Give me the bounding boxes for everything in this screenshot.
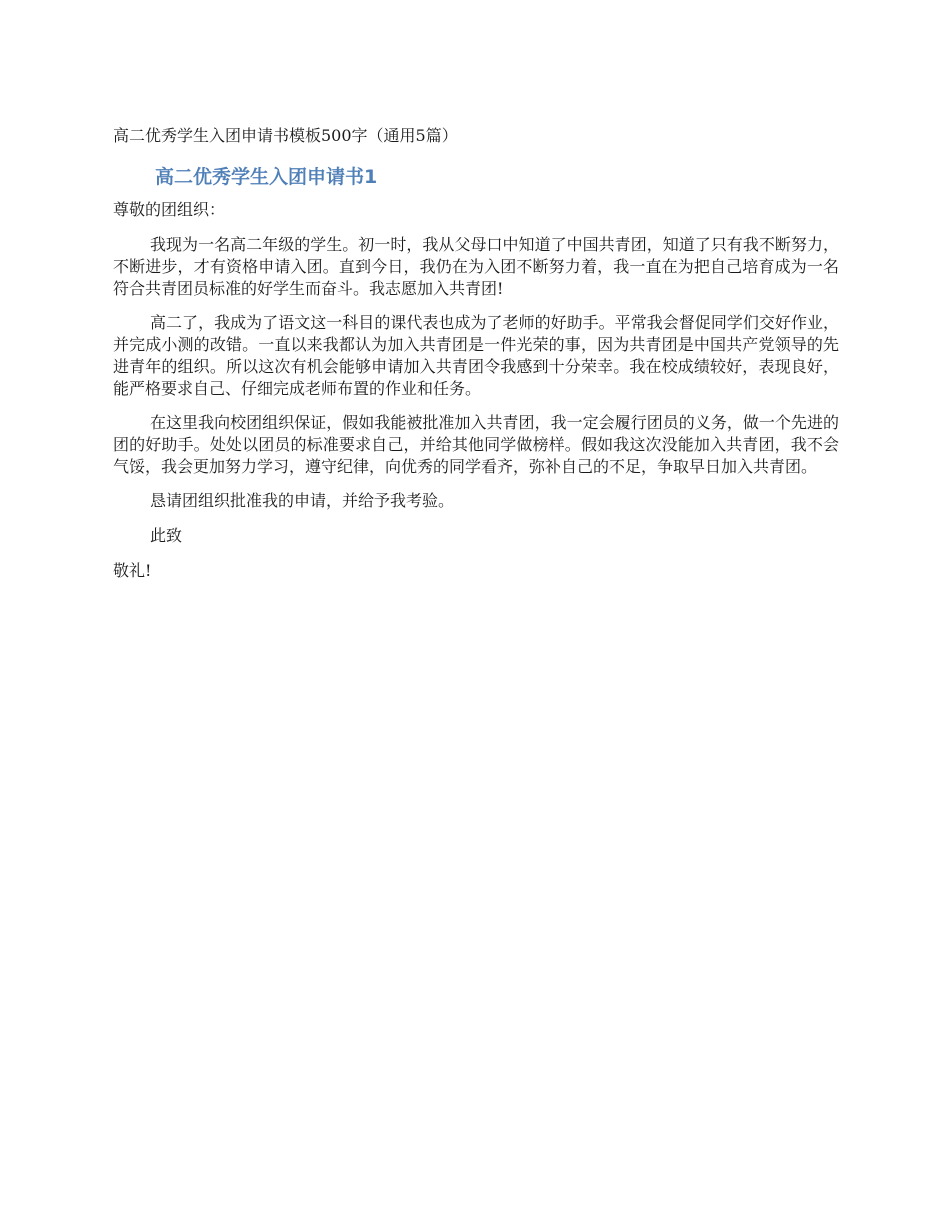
document-title: 高二优秀学生入团申请书模板500字（通用5篇） — [113, 126, 458, 145]
salutation: 尊敬的团组织： — [113, 200, 226, 219]
regards-line: 敬礼! — [113, 561, 152, 580]
body-paragraph-3: 在这里我向校团组织保证，假如我能被批准加入共青团，我一定会履行团员的义务，做一个先进的团的好助手。处处以团员的标准要求自己，并给其他同学做榜样。假如我这次没能加入共青团，我不会气馁，我会更加努力学习，遵守纪律，向优秀的同学看齐，弥补自己的不足，争取早日加入共青团。 — [113, 413, 839, 476]
body-paragraph-1: 我现为一名高二年级的学生。初一时，我从父母口中知道了中国共青团，知道了只有我不断努力，不断进步，才有资格申请入团。直到今日，我仍在为入团不断努力着，我一直在为把自己培育成为一名符合共青团员标准的好学生而奋斗。我志愿加入共青团! — [113, 235, 839, 298]
body-paragraph-2: 高二了，我成为了语文这一科目的课代表也成为了老师的好助手。平常我会督促同学们交好作业，并完成小测的改错。一直以来我都认为加入共青团是一件光荣的事，因为共青团是中国共产党领导的先进青年的组织。所以这次有机会能够申请加入共青团令我感到十分荣幸。我在校成绩较好，表现良好，能严格要求自己、仔细完成老师布置的作业和任务。 — [113, 313, 839, 398]
section-heading: 高二优秀学生入团申请书1 — [155, 166, 378, 188]
closing-line: 此致 — [150, 526, 183, 545]
body-paragraph-4: 恳请团组织批准我的申请，并给予我考验。 — [150, 491, 455, 510]
document-body — [113, 125, 839, 582]
